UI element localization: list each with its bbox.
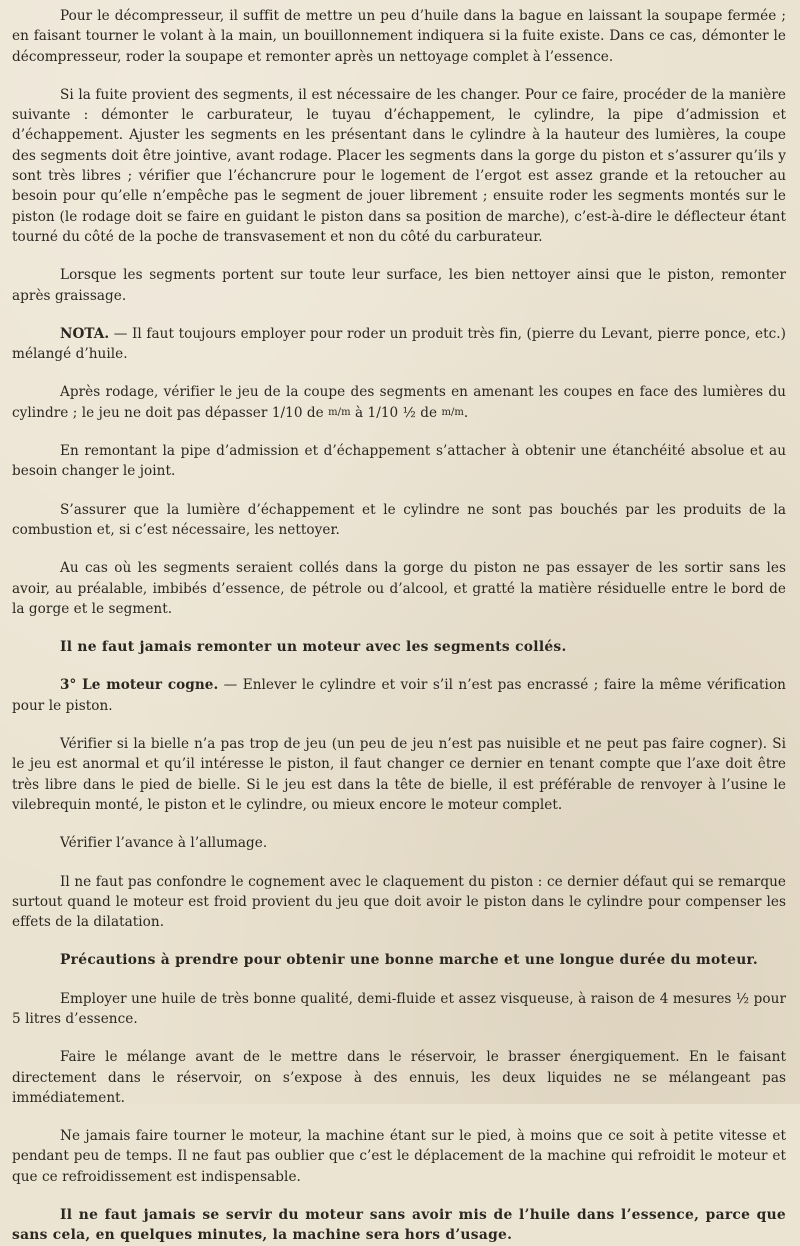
paragraph-segments-surface: Lorsque les segments portent sur toute leur surface, les bien nettoyer ainsi que le piston, remonter après graissage. bbox=[12, 267, 786, 304]
paragraph-refroidissement: Ne jamais faire tourner le moteur, la machine étant sur le pied, à moins que ce soit à petite vitesse et pendant peu de temps. Il ne faut pas oublier que c’est le déplacement de la machine qui refroidit le moteur et que ce refroidissement est indispensable. bbox=[12, 1128, 786, 1185]
rodage-text-c: . bbox=[463, 404, 469, 421]
paragraph-pipe-admission: En remontant la pipe d’admission et d’échappement s’attacher à obtenir une étanchéité absolue et au besoin changer le joint. bbox=[12, 443, 786, 480]
paragraph-melange-reservoir: Faire le mélange avant de le mettre dans le réservoir, le brasser énergiquement. En le faisant directement dans le réservoir, on s’expose à des ennuis, les deux liquides ne se mélangeant pas immédiatement. bbox=[12, 1049, 786, 1106]
moteur-cogne-text: — Enlever le cylindre et voir s’il n’est pas encrassé ; faire la même vérification pour le piston. bbox=[12, 677, 786, 714]
rodage-text-a: Après rodage, vérifier le jeu de la coupe des segments en amenant les coupes en face des lumières du cylindre ; le jeu ne doit pas dépasser 1/10 de bbox=[12, 384, 786, 421]
paragraph-rodage-jeu bbox=[12, 382, 786, 423]
unit-mm-1: m/m bbox=[328, 406, 351, 418]
paragraph-huile-qualite: Employer une huile de très bonne qualité, demi-fluide et assez visqueuse, à raison de 4 mesures ½ pour 5 litres d’essence. bbox=[12, 990, 786, 1027]
heading-precautions: Précautions à prendre pour obtenir une bonne marche et une longue durée du moteur. bbox=[60, 952, 758, 969]
paragraph-decompresseur: Pour le décompresseur, il suffit de mettre un peu d’huile dans la bague en laissant la soupape fermée ; en faisant tourner le volant à la main, un bouillonnement indiquera si la fuite existe. Dans ce cas, démonter le décompresseur, roder la soupape et remonter après un nettoyage complet à l’essence. bbox=[12, 8, 786, 65]
paragraph-nota bbox=[12, 324, 786, 365]
heading-segments-colles: Il ne faut jamais remonter un moteur avec les segments collés. bbox=[60, 639, 567, 656]
heading-huile-essence: Il ne faut jamais se servir du moteur sans avoir mis de l’huile dans l’essence, parce que sans cela, en quelques minutes, la machine sera hors d’usage. bbox=[12, 1207, 786, 1244]
paragraph-avance-allumage: Vérifier l’avance à l’allumage. bbox=[60, 835, 268, 852]
paragraph-segments-fuite: Si la fuite provient des segments, il est nécessaire de les changer. Pour ce faire, procéder de la manière suivante : démonter le carburateur, le tuyau d’échappement, le cylindre, la pipe d’admission et d’échappement. Ajuster les segments en les présentant dans le cylindre à la hauteur des lumières, la coupe des segments doit être jointive, avant rodage. Placer les segments dans la gorge du piston et s’assurer qu’ils y sont très libres ; vérifier que l’échancrure pour le logement de l’ergot est assez grande et la retoucher au besoin pour qu’elle n’empêche pas le segment de jouer librement ; ensuite roder les segments montés sur le piston (le rodage doit se faire en guidant le piston dans sa position de marche), c’est-à-dire le déflecteur étant tourné du côté de la poche de transvasement et non du côté du carburateur. bbox=[12, 86, 786, 245]
nota-text: — Il faut toujours employer pour roder un produit très fin, (pierre du Levant, pierre ponce, etc.) mélangé d’huile. bbox=[12, 325, 786, 363]
nota-label: NOTA. bbox=[60, 325, 110, 342]
paragraph-claquement-piston: Il ne faut pas confondre le cognement avec le claquement du piston : ce dernier défaut qui se remarque surtout quand le moteur est froid provient du jeu que doit avoir le piston dans le cylindre pour compenser les effets de la dilatation. bbox=[12, 873, 786, 931]
paragraph-segments-colles: Au cas où les segments seraient collés dans la gorge du piston ne pas essayer de les sortir sans les avoir, au préalable, imbibés d’essence, de pétrole ou d’alcool, et gratté la matière résiduelle entre le bord de la gorge et le segment. bbox=[12, 560, 786, 617]
paragraph-lumiere-echappement: S’assurer que la lumière d’échappement et le cylindre ne sont pas bouchés par les produits de la combustion et, si c’est nécessaire, les nettoyer. bbox=[12, 501, 786, 538]
rodage-text-b: à 1/10 ½ de bbox=[350, 404, 442, 421]
unit-mm-2: m/m bbox=[441, 406, 464, 418]
paragraph-bielle-jeu: Vérifier si la bielle n’a pas trop de jeu (un peu de jeu n’est pas nuisible et ne peut pas faire cogner). Si le jeu est anormal et qu’il intéresse le piston, il faut changer ce dernier en tenant compte que l’axe doit être très libre dans le pied de bielle. Si le jeu est dans la tête de bielle, il est préférable de renvoyer à l’usine le vilebrequin monté, le piston et le cylindre, ou mieux encore le moteur complet. bbox=[12, 736, 786, 813]
moteur-cogne-label: 3° Le moteur cogne. bbox=[60, 677, 219, 694]
paragraph-moteur-cogne bbox=[12, 675, 786, 716]
